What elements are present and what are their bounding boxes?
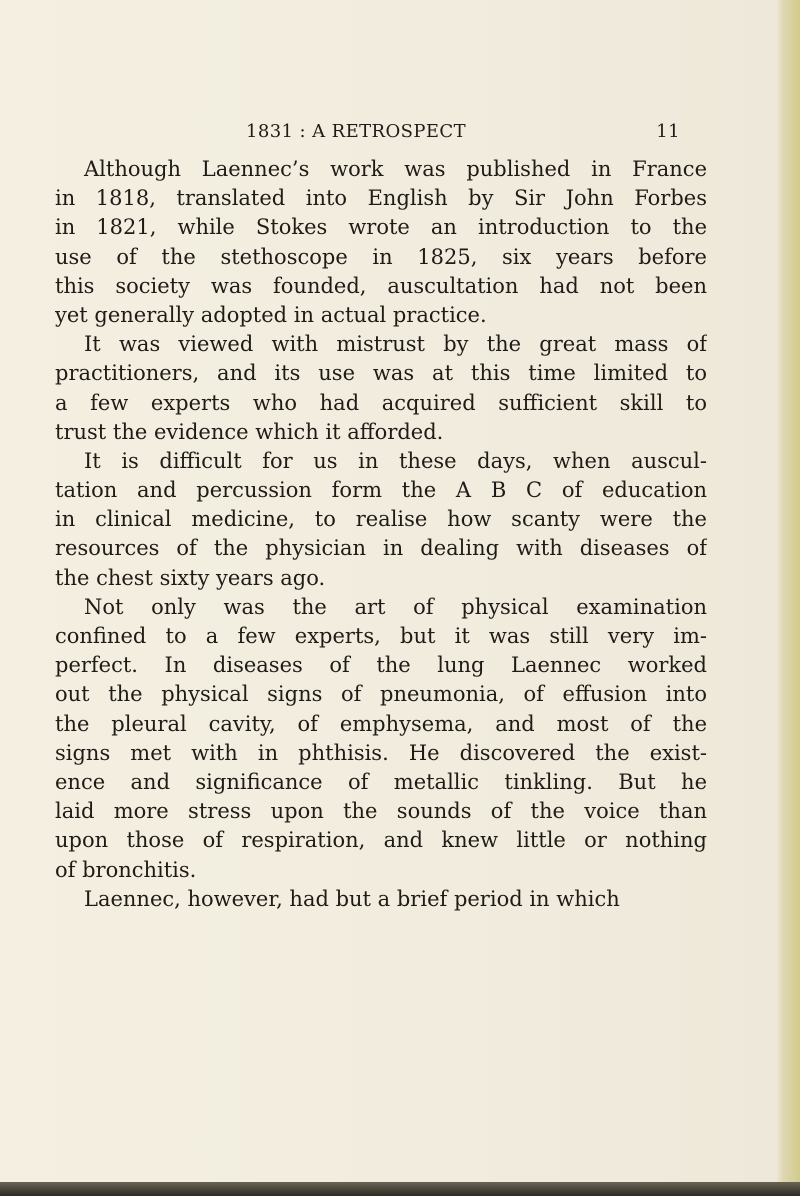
body-line: of bronchitis. [55,857,197,882]
body-line: Not only was the art of physical examination [84,594,707,619]
body-line: use of the stethoscope in 1825, six years before [55,244,707,269]
body-line: yet generally adopted in actual practice. [55,302,487,327]
page-number: 11 [656,121,680,142]
body-line: in 1818, translated into English by Sir John Forbes [55,186,707,211]
body-line: the chest sixty years ago. [55,565,326,590]
body-line: a few experts who had acquired sufficient skill to [55,390,707,415]
body-line: perfect. In diseases of the lung Laennec worked [55,653,707,678]
body-line: It was viewed with mistrust by the great mass of [84,332,707,357]
page-edge-shadow [776,0,800,1196]
body-line: the pleural cavity, of emphysema, and most of the [55,711,707,736]
body-line: in 1821, while Stokes wrote an introduction to the [55,215,707,240]
bottom-page-edge [0,1182,800,1196]
body-line: It is difficult for us in these days, when auscul- [84,448,707,473]
body-line: laid more stress upon the sounds of the voice than [55,799,707,824]
body-line: out the physical signs of pneumonia, of effusion into [55,682,707,707]
body-line: confined to a few experts, but it was still very im- [55,624,707,648]
body-line: ence and significance of metallic tinkling. But he [55,769,707,794]
body-text [55,155,707,914]
body-line: Laennec, however, had but a brief period in which [84,886,620,911]
body-line: Although Laennec’s work was published in France [84,157,707,181]
body-line: signs met with in phthisis. He discovered the exist- [55,740,707,765]
body-line: upon those of respiration, and knew little or nothing [55,828,707,853]
header-title: 1831 : A RETROSPECT [246,121,467,142]
running-header [246,117,680,147]
body-line: this society was founded, auscultation had not been [55,273,707,298]
body-line: in clinical medicine, to realise how scanty were the [55,507,707,532]
body-line: practitioners, and its use was at this time limited to [55,361,707,386]
body-line: trust the evidence which it afforded. [55,419,444,444]
body-line: tation and percussion form the A B C of education [55,478,707,503]
body-line: resources of the physician in dealing with diseases of [55,536,707,561]
